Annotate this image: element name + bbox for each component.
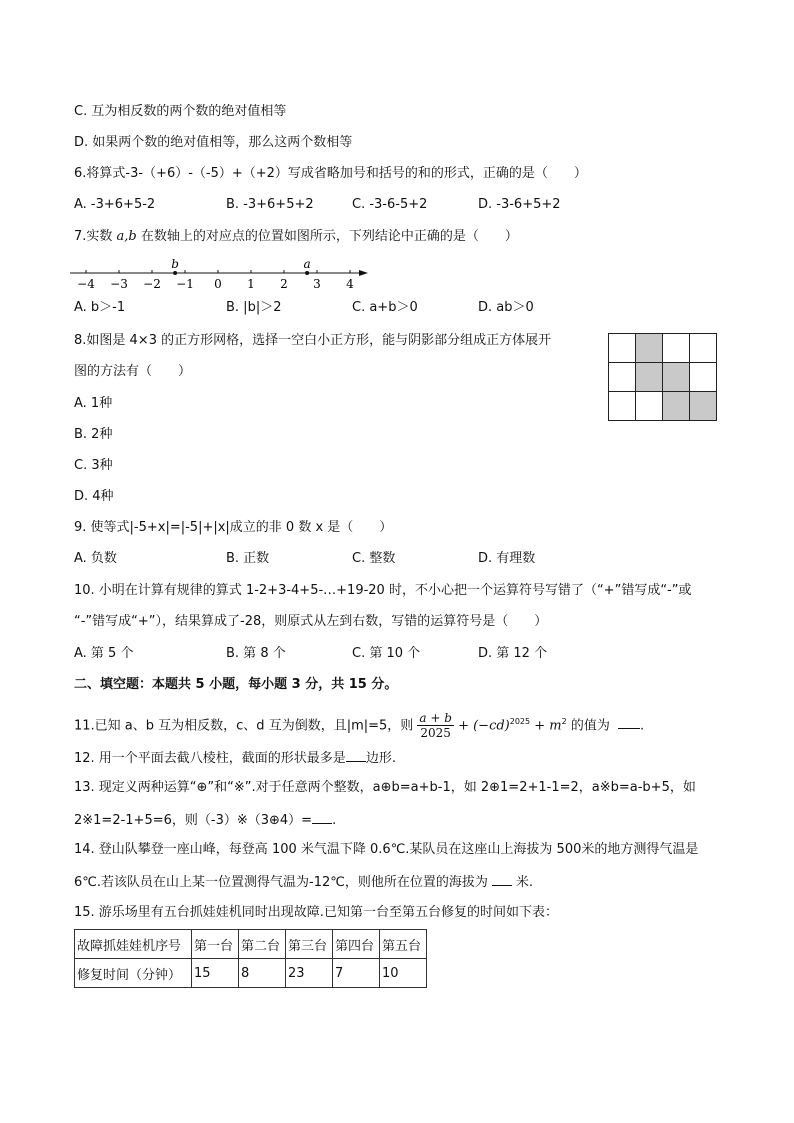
q12-stem: 12. 用一个平面去截八棱柱，截面的形状最多是 边形. bbox=[74, 751, 396, 766]
q6-option-b: B. -3+6+5+2 bbox=[226, 197, 314, 212]
q14-stem-line2: 6℃.若该队员在山上某一位置测得气温为-12℃，则他所在位置的海拔为 米. bbox=[74, 875, 533, 890]
grid-cell-shaded bbox=[663, 363, 690, 392]
q9-option-b: B. 正数 bbox=[226, 551, 270, 566]
table-header-cell: 第三台 bbox=[286, 930, 333, 959]
grid-cell-blank bbox=[690, 363, 717, 392]
grid-cell-shaded bbox=[636, 334, 663, 363]
table-cell: 8 bbox=[239, 959, 286, 988]
grid-cell-shaded bbox=[690, 392, 717, 421]
table-header-cell: 第二台 bbox=[239, 930, 286, 959]
table-header-cell: 第一台 bbox=[192, 930, 239, 959]
q15-table bbox=[74, 929, 427, 988]
number-line-tick-label: 3 bbox=[313, 277, 321, 291]
grid-cell-blank bbox=[609, 363, 636, 392]
number-line-point-label: a bbox=[303, 257, 311, 271]
q14-stem-line1: 14. 登山队攀登一座山峰，每登高 100 米气温下降 0.6℃.某队员在这座山上海拔为 500米的地方测得气温是 bbox=[74, 842, 699, 857]
q8-grid-figure bbox=[608, 333, 717, 421]
q9-option-c: C. 整数 bbox=[352, 551, 396, 566]
q8-option-b: B. 2种 bbox=[74, 427, 113, 442]
table-cell: 10 bbox=[380, 959, 427, 988]
grid-cell-blank bbox=[609, 334, 636, 363]
number-line-figure bbox=[70, 256, 370, 292]
number-line-tick-label: −1 bbox=[176, 277, 194, 291]
number-line-point-b bbox=[173, 271, 177, 275]
q7-stem: 7.实数 a,b 在数轴上的对应点的位置如图所示，下列结论中正确的是（ ） bbox=[74, 229, 518, 244]
q7-option-b: B. |b|＞2 bbox=[226, 300, 282, 315]
number-line-tick-label: 0 bbox=[214, 277, 222, 291]
q8-stem-line2: 图的方法有（ ） bbox=[74, 364, 192, 379]
q8-option-a: A. 1种 bbox=[74, 396, 113, 411]
table-cell: 修复时间（分钟） bbox=[75, 959, 192, 988]
q9-option-a: A. 负数 bbox=[74, 551, 117, 566]
q15-stem: 15. 游乐场里有五台抓娃娃机同时出现故障.已知第一台至第五台修复的时间如下表： bbox=[74, 905, 558, 920]
grid-cell-blank bbox=[636, 392, 663, 421]
number-line-tick-label: 1 bbox=[247, 277, 255, 291]
grid-cell-shaded bbox=[636, 363, 663, 392]
q10-option-a: A. 第 5 个 bbox=[74, 646, 134, 661]
number-line-arrow bbox=[359, 270, 368, 276]
q7-option-a: A. b＞-1 bbox=[74, 300, 126, 315]
q10-stem-line1: 10. 小明在计算有规律的算式 1-2+3-4+5-…+19-20 时，不小心把一个运算符号写错了（“+”错写成“-”或 bbox=[74, 583, 692, 598]
number-line-tick-label: 2 bbox=[280, 277, 288, 291]
q10-option-c: C. 第 10 个 bbox=[352, 646, 421, 661]
q13-answer-blank bbox=[312, 811, 332, 824]
grid-cell-shaded bbox=[663, 392, 690, 421]
q6-option-c: C. -3-6-5+2 bbox=[352, 197, 428, 212]
q10-option-b: B. 第 8 个 bbox=[226, 646, 286, 661]
number-line-tick-label: −4 bbox=[77, 277, 95, 291]
table-cell: 15 bbox=[192, 959, 239, 988]
grid-row bbox=[609, 363, 717, 392]
q7-option-c: C. a+b＞0 bbox=[352, 300, 418, 315]
q6-stem: 6.将算式-3-（+6）-（-5）+（+2）写成省略加号和括号的和的形式，正确的是（ ） bbox=[74, 166, 587, 181]
q13-stem-line2: 2※1=2-1+5=6，则（-3）※（3⊕4）= . bbox=[74, 813, 337, 828]
grid-cell-blank bbox=[609, 392, 636, 421]
number-line-tick-label: −2 bbox=[143, 277, 161, 291]
number-line-tick-label: −3 bbox=[110, 277, 128, 291]
q8-option-d: D. 4种 bbox=[74, 489, 114, 504]
q10-option-d: D. 第 12 个 bbox=[478, 646, 548, 661]
q13-stem-line1: 13. 现定义两种运算“⊕”和“※”.对于任意两个整数，a⊕b=a+b-1，如 2⊕1=2+1-1=2，a※b=a-b+5，如 bbox=[74, 780, 696, 795]
q8-option-c: C. 3种 bbox=[74, 458, 113, 473]
table-row bbox=[75, 959, 427, 988]
q11-fraction: $\frac{a + b}{2025}$ bbox=[419, 711, 452, 741]
table-row bbox=[75, 930, 427, 959]
q5-option-c: C. 互为相反数的两个数的绝对值相等 bbox=[74, 104, 287, 119]
q12-answer-blank bbox=[346, 749, 366, 762]
number-line-point-a bbox=[305, 271, 309, 275]
grid-cell-blank bbox=[663, 334, 690, 363]
grid-row bbox=[609, 334, 717, 363]
table-cell: 7 bbox=[333, 959, 380, 988]
table-cell: 23 bbox=[286, 959, 333, 988]
q11-stem: 11.已知 a、b 互为相反数，c、d 互为倒数，且|m|=5，则 $\frac{a + b}{2025}$ + $(-cd)^{2025} + m^2$ 的值为 . bbox=[74, 711, 645, 741]
number-line-tick-label: 4 bbox=[346, 277, 354, 291]
q6-option-a: A. -3+6+5-2 bbox=[74, 197, 156, 212]
q8-stem-line1: 8.如图是 4×3 的正方形网格，选择一空白小正方形，能与阴影部分组成正方体展开 bbox=[74, 333, 552, 348]
table-header-cell: 第四台 bbox=[333, 930, 380, 959]
q14-answer-blank bbox=[492, 873, 512, 886]
table-header-cell: 第五台 bbox=[380, 930, 427, 959]
grid-row bbox=[609, 392, 717, 421]
q10-stem-line2: “-”错写成“+”），结果算成了-28，则原式从左到右数，写错的运算符号是（ ） bbox=[74, 614, 548, 629]
section-2-title: 二、填空题：本题共 5 小题，每小题 3 分，共 15 分。 bbox=[74, 677, 398, 692]
q6-option-d: D. -3-6+5+2 bbox=[478, 197, 561, 212]
q9-option-d: D. 有理数 bbox=[478, 551, 536, 566]
number-line-point-label: b bbox=[171, 257, 179, 271]
q9-stem: 9. 使等式|-5+x|=|-5|+|x|成立的非 0 数 x 是（ ） bbox=[74, 520, 393, 535]
q11-answer-blank bbox=[618, 716, 640, 729]
grid-cell-blank bbox=[690, 334, 717, 363]
q5-option-d: D. 如果两个数的绝对值相等，那么这两个数相等 bbox=[74, 135, 353, 150]
q7-option-d: D. ab＞0 bbox=[478, 300, 534, 315]
table-header-cell: 故障抓娃娃机序号 bbox=[75, 930, 192, 959]
